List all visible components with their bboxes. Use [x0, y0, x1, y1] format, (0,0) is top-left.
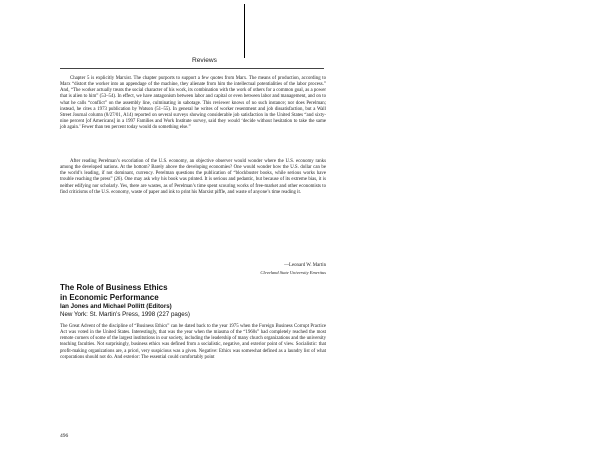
reviewer-affiliation: Cleveland State University Emeritus [260, 270, 326, 275]
review2-paragraph-1: The Great Advent of the discipline of “Business Ethics” can be dated back to the year 1975 when the Foreign Business Corrupt Practice Act was voted in the United States. Interestingly, that was the year when the miasma of the “1960s” had completely reached the most remote corners of some of the largest institutions in our society, including the leadership of many church organizations and the university teaching faculties. Not surprisingly, business ethics was defined from a socialistic, negative, and exterior point of view. Socialistic: that profit-making organizations are, a priori, very suspicious was a given. Negative: Ethics was somewhat defined as a laundry list of what corporations should not do. And exterior: The essential could comfortably point [60, 324, 326, 360]
running-head: Reviews [192, 57, 217, 64]
page-number: 496 [60, 433, 69, 439]
review1-paragraph-2: After reading Perelman’s excoriation of the U.S. economy, an objective observer would wonder where the U.S. economy ranks among the developed nations. At the bottom? Barely above the developing economies? One would wonder how the U.S. dollar can be the world’s leading, if not dominant, currency. Perelman questions the publication of “blockbuster books, while serious works have trouble reaching the press” (26). One may ask why his book was printed. It is serious and pedantic, but because of its extreme bias, it is neither edifying nor scholarly. Yes, there are wastes, as of Perelman’s time spent scouring works of free-market and other economists to find criticisms of the U.S. economy, waste of paper and ink to print his Marxist piffle, and waste of anyone’s time reading it. [60, 159, 326, 195]
review1-paragraph-1: Chapter 5 is explicitly Marxist. The chapter purports to support a few quotes from Marx. The means of production, according to Marx “distort the worker into an appendage of the machine, they alienate from him the intellectual potentialities of the labor process.” And, “The worker actually treats the social character of his work, its combination with the work of others for a common goal, as a power that is alien to him” (53–54). In effect, we have antagonism between labor and capital or even between labor and management, and on to what he calls “conflict” on the assembly line, culminating in sabotage. This reviewer knows of no such instance; nor does Perelman; instead, he cites a 1973 publication by Watson (51–55). In general he writes of worker resentment and job dissatisfaction, but a Wall Street Journal column (8/27/01, A14) reported on several surveys showing considerable job satisfaction in the United States “and sixty-nine percent [of Americans] in a 1997 Families and Work Institute survey, said they would ‘decide without hesitation to take the same job again.’ Fewer than ten percent today would do something else.” [60, 76, 326, 131]
book-title [60, 283, 326, 302]
reviewer-signature: —Leonard W. Martin [284, 263, 326, 268]
book-publisher: New York: St. Martin’s Press, 1998 (227 pages) [60, 311, 190, 318]
book-authors: Ian Jones and Michael Pollitt (Editors) [60, 303, 172, 310]
book-title-line-1: The Role of Business Ethics [60, 283, 168, 292]
vertical-rule [244, 4, 245, 58]
horizontal-rule [60, 68, 324, 69]
book-title-line-2: in Economic Performance [60, 292, 159, 302]
